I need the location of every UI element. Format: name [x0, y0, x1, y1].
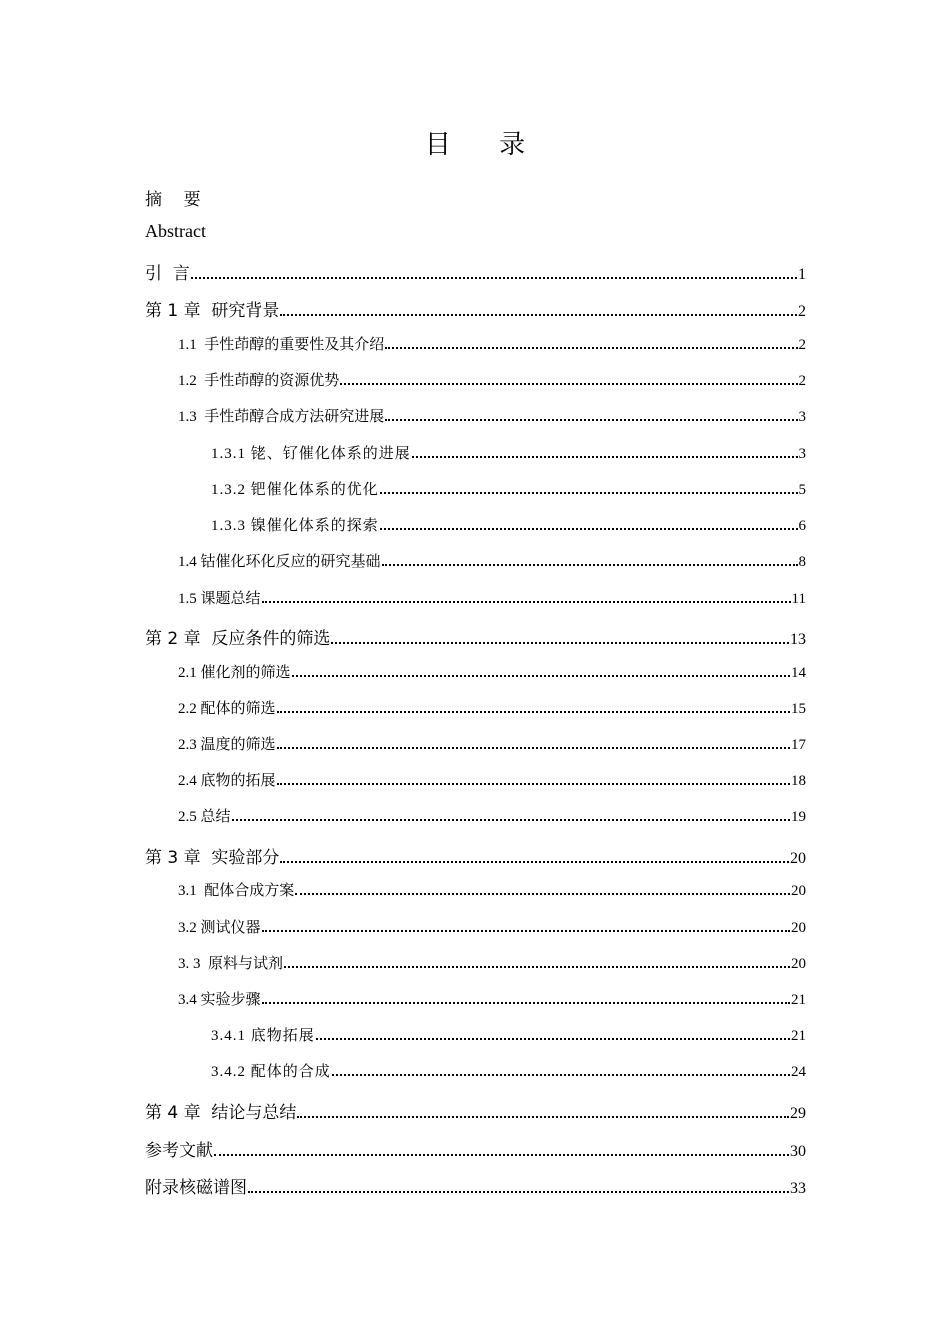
- toc-entry-page-number: 2: [798, 303, 806, 320]
- toc-entry-page-number: 6: [798, 518, 806, 534]
- toc-entry-label: 1.3 手性茚醇合成方法研究进展: [178, 409, 385, 425]
- toc-entry-label: 2.2 配体的筛选: [178, 701, 276, 717]
- toc-entry-label: 第 4 章 结论与总结: [145, 1103, 297, 1123]
- dot-leader: [412, 456, 798, 458]
- toc-entry-page-number: 20: [791, 920, 806, 936]
- toc-entry-page-number: 14: [791, 665, 806, 681]
- toc-entry-page-number: 13: [790, 631, 806, 648]
- dot-leader: [277, 783, 790, 785]
- toc-entry-page-number: 1: [798, 266, 806, 283]
- toc-entry-label: 2.5 总结: [178, 809, 231, 825]
- toc-entry[interactable]: [178, 952, 806, 973]
- dot-leader: [280, 861, 789, 863]
- toc-entry-page-number: 18: [791, 773, 806, 789]
- toc-entry[interactable]: [145, 259, 806, 284]
- dot-leader: [292, 675, 790, 677]
- dot-leader: [297, 1116, 789, 1118]
- toc-entry-label: 1.3.2 钯催化体系的优化: [211, 482, 379, 498]
- dot-leader: [340, 383, 797, 385]
- toc-entry-label: 第 3 章 实验部分: [145, 848, 280, 868]
- toc-entry-label: 2.4 底物的拓展: [178, 773, 276, 789]
- toc-entry-label: 参考文献: [145, 1141, 213, 1161]
- toc-entry[interactable]: [178, 733, 806, 754]
- toc-entry[interactable]: [211, 478, 806, 499]
- dot-leader: [385, 419, 797, 421]
- toc-entry-page-number: 19: [791, 809, 806, 825]
- toc-entry[interactable]: [211, 442, 806, 463]
- toc-entry-label: 第 1 章 研究背景: [145, 301, 280, 321]
- dot-leader: [331, 642, 789, 644]
- toc-entry-label: 1.2 手性茚醇的资源优势: [178, 373, 340, 389]
- toc-entry[interactable]: [145, 624, 806, 649]
- toc-entry[interactable]: [145, 1173, 806, 1198]
- toc-entry-page-number: 20: [791, 956, 806, 972]
- dot-leader: [248, 1191, 789, 1193]
- toc-entry[interactable]: [178, 587, 806, 608]
- dot-leader: [277, 747, 790, 749]
- toc-entry-page-number: 20: [790, 850, 806, 867]
- toc-entry-page-number: 5: [798, 482, 806, 498]
- toc-entry-label: 2.1 催化剂的筛选: [178, 665, 291, 681]
- dot-leader: [332, 1074, 790, 1076]
- dot-leader: [380, 528, 798, 530]
- toc-entry-label: 3.1 配体合成方案: [178, 883, 295, 899]
- toc-entry[interactable]: [211, 1024, 806, 1045]
- toc-entry-page-number: 3: [798, 409, 806, 425]
- dot-leader: [232, 819, 790, 821]
- toc-entry-page-number: 11: [791, 591, 806, 607]
- toc-entry[interactable]: [178, 405, 806, 426]
- toc-entry[interactable]: [211, 1060, 806, 1081]
- dot-leader: [316, 1038, 790, 1040]
- toc-entry-page-number: 8: [798, 554, 806, 570]
- dot-leader: [380, 492, 798, 494]
- toc-entry-label: 1.3.1 铑、钌催化体系的进展: [211, 446, 411, 462]
- toc-entry-label: 1.1 手性茚醇的重要性及其介绍: [178, 337, 385, 353]
- toc-entry-page-number: 30: [790, 1143, 806, 1160]
- toc-entry-label: 3. 3 原料与试剂: [178, 956, 284, 972]
- toc-entry-page-number: 21: [791, 992, 806, 1008]
- toc-entry[interactable]: [178, 879, 806, 900]
- toc-entry-label: 3.4.1 底物拓展: [211, 1028, 315, 1044]
- dot-leader: [262, 601, 791, 603]
- toc-entry-page-number: 2: [798, 337, 806, 353]
- toc-entry-page-number: 20: [791, 883, 806, 899]
- dot-leader: [280, 314, 797, 316]
- toc-entry-page-number: 17: [791, 737, 806, 753]
- toc-entry[interactable]: [178, 916, 806, 937]
- toc-entry[interactable]: [145, 1098, 806, 1123]
- dot-leader: [214, 1154, 789, 1156]
- toc-entry-abstract-cn[interactable]: 摘 要: [145, 190, 201, 210]
- toc-entry[interactable]: [178, 550, 806, 571]
- toc-entry[interactable]: [211, 514, 806, 535]
- dot-leader: [382, 564, 798, 566]
- toc-entry[interactable]: [178, 769, 806, 790]
- toc-entry-page-number: 29: [790, 1105, 806, 1122]
- toc-entry-label: 2.3 温度的筛选: [178, 737, 276, 753]
- toc-entry-page-number: 21: [791, 1028, 806, 1044]
- toc-entry[interactable]: [145, 1136, 806, 1161]
- toc-entry-label: 第 2 章 反应条件的筛选: [145, 629, 331, 649]
- toc-entry-label: 1.3.3 镍催化体系的探索: [211, 518, 379, 534]
- toc-title: 目 录: [424, 130, 546, 160]
- dot-leader: [284, 966, 790, 968]
- toc-entry-label: 1.4 钴催化环化反应的研究基础: [178, 554, 381, 570]
- toc-entry-label: 3.2 测试仪器: [178, 920, 261, 936]
- toc-entry-page-number: 15: [791, 701, 806, 717]
- toc-entry[interactable]: [178, 805, 806, 826]
- toc-entry[interactable]: [145, 296, 806, 321]
- toc-entry[interactable]: [178, 697, 806, 718]
- dot-leader: [277, 711, 790, 713]
- toc-entry-abstract-en[interactable]: Abstract: [145, 221, 206, 241]
- toc-entry-label: 附录核磁谱图: [145, 1178, 247, 1198]
- toc-entry-page-number: 33: [790, 1180, 806, 1197]
- dot-leader: [262, 930, 790, 932]
- toc-entry[interactable]: [178, 333, 806, 354]
- toc-entry-page-number: 3: [798, 446, 806, 462]
- toc-entry-label: 3.4.2 配体的合成: [211, 1064, 331, 1080]
- dot-leader: [191, 277, 797, 279]
- toc-entry-label: 1.5 课题总结: [178, 591, 261, 607]
- toc-entry-page-number: 24: [791, 1064, 806, 1080]
- toc-entry[interactable]: [145, 843, 806, 868]
- toc-entry-label: 3.4 实验步骤: [178, 992, 261, 1008]
- dot-leader: [385, 347, 797, 349]
- toc-entry[interactable]: [178, 661, 806, 682]
- toc-entry-label: 引 言: [145, 264, 190, 284]
- toc-entry-page-number: 2: [798, 373, 806, 389]
- toc-entry[interactable]: [178, 988, 806, 1009]
- toc-entry[interactable]: [178, 369, 806, 390]
- dot-leader: [295, 893, 790, 895]
- dot-leader: [262, 1002, 790, 1004]
